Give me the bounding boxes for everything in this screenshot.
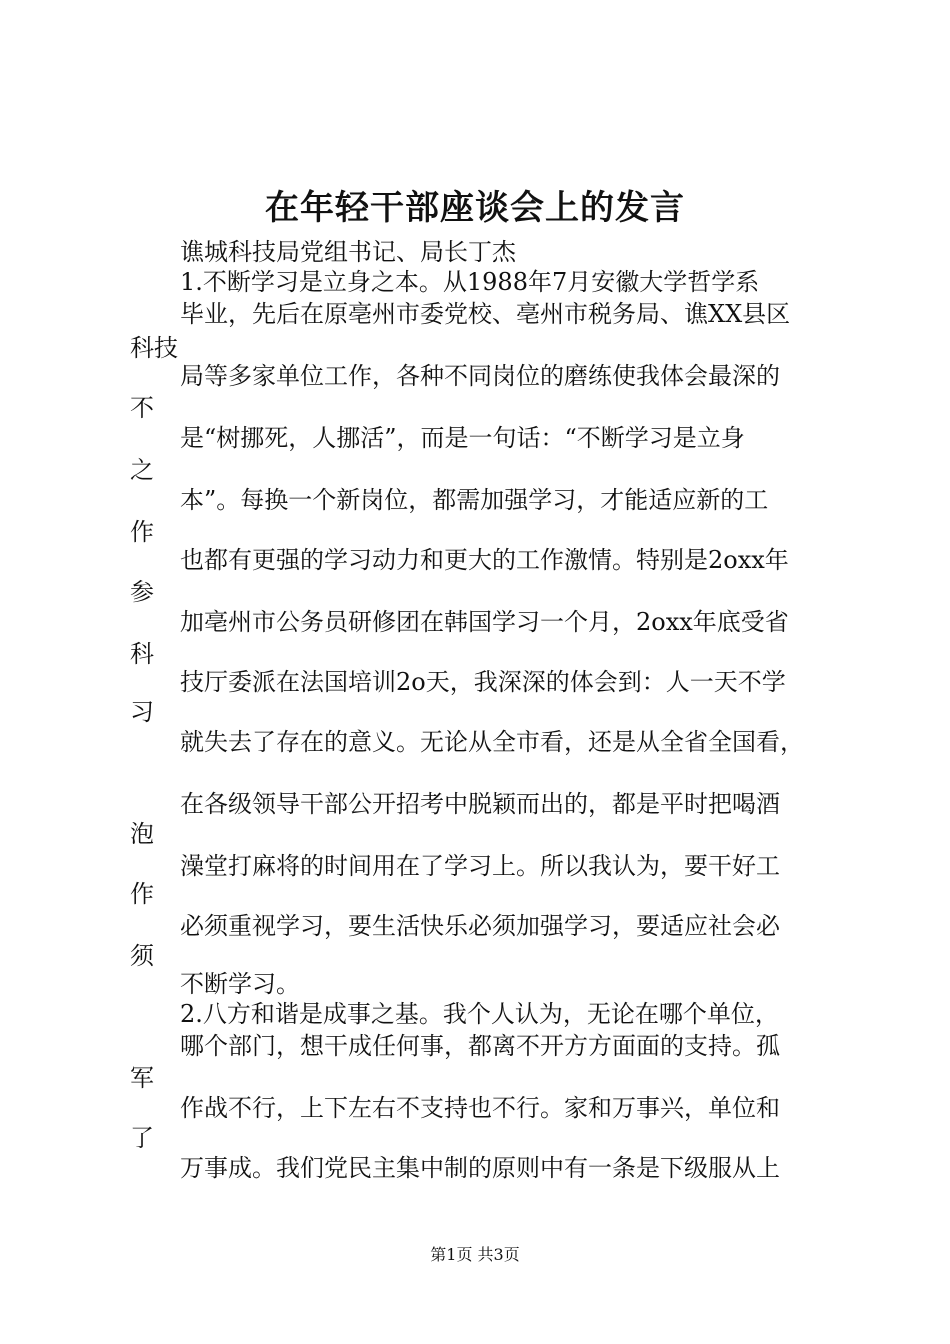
margin-fragment: 不: [130, 394, 154, 422]
margin-fragment: 参: [130, 578, 154, 606]
margin-fragment: 作: [130, 518, 154, 546]
page-number: 第1页 共3页: [430, 1245, 520, 1264]
body-line: 也都有更强的学习动力和更大的工作激情。特别是2oxx年: [180, 546, 789, 574]
body-line: 技厅委派在法国培训2o天，我深深的体会到：人一天不学: [180, 668, 786, 696]
body-line: 哪个部门，想干成任何事，都离不开方方面面的支持。孤: [180, 1032, 780, 1060]
body-line: 局等多家单位工作，各种不同岗位的磨练使我体会最深的: [180, 362, 780, 390]
body-line: 澡堂打麻将的时间用在了学习上。所以我认为，要干好工: [180, 852, 780, 880]
body-line: 本”。每换一个新岗位，都需加强学习，才能适应新的工: [180, 486, 769, 514]
body-line: 必须重视学习，要生活快乐必须加强学习，要适应社会必: [180, 912, 780, 940]
body-line: 2.八方和谐是成事之基。我个人认为，无论在哪个单位，: [180, 1000, 779, 1028]
margin-fragment: 之: [130, 456, 154, 484]
margin-fragment: 科: [130, 640, 154, 668]
margin-fragment: 了: [130, 1124, 154, 1152]
margin-fragment: 习: [130, 698, 154, 726]
author-line: 谯城科技局党组书记、局长丁杰: [180, 238, 516, 266]
margin-fragment: 泡: [130, 820, 154, 848]
body-line: 1.不断学习是立身之本。从1988年7月安徽大学哲学系: [180, 268, 760, 296]
body-line: 在各级领导干部公开招考中脱颖而出的，都是平时把喝酒: [180, 790, 780, 818]
body-line: 万事成。我们党民主集中制的原则中有一条是下级服从上: [180, 1154, 780, 1182]
body-line: 加亳州市公务员研修团在韩国学习一个月，2oxx年底受省: [180, 608, 789, 636]
document-title: 在年轻干部座谈会上的发言: [265, 188, 685, 228]
margin-fragment: 须: [130, 942, 154, 970]
margin-fragment: 科技: [130, 334, 178, 362]
body-line: 是“树挪死，人挪活”，而是一句话：“不断学习是立身: [180, 424, 745, 452]
body-line: 不断学习。: [180, 970, 300, 998]
body-line: 毕业，先后在原亳州市委党校、亳州市税务局、谯XX县区: [180, 300, 791, 328]
margin-fragment: 军: [130, 1064, 154, 1092]
body-line: 作战不行，上下左右不支持也不行。家和万事兴，单位和: [180, 1094, 780, 1122]
body-line: 就失去了存在的意义。无论从全市看，还是从全省全国看，: [180, 728, 804, 756]
margin-fragment: 作: [130, 880, 154, 908]
